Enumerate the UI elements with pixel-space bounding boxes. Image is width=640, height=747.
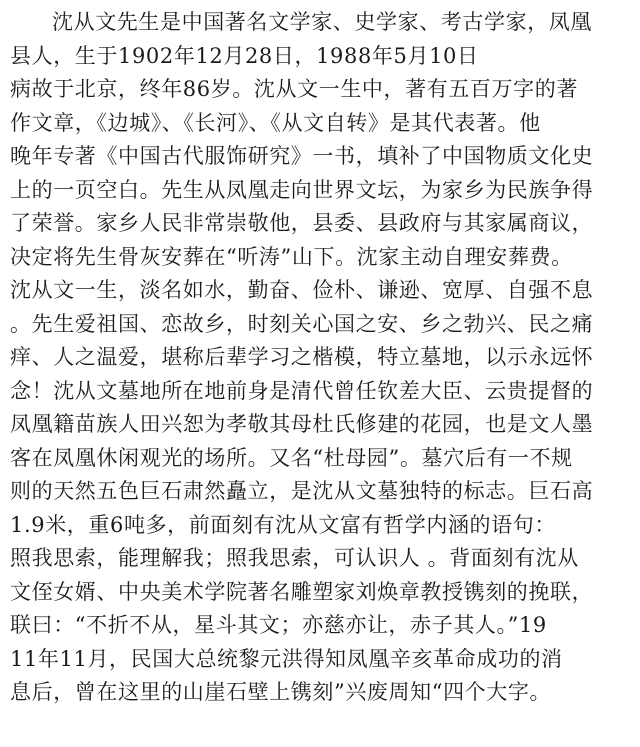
text-line: 上的一页空白。先生从凤凰走向世界文坛，为家乡为民族争得 [10,177,594,202]
text-line: 息后，曾在这里的山崖石壁上镌刻”兴废周知“四个大字。 [10,680,552,704]
text-line: 11年11月，民国大总统黎元洪得知凤凰辛亥革命成功的消 [10,646,563,671]
text-line: 1.9米，重6吨多，前面刻有沈从文富有哲学内涵的语句： [10,512,556,537]
text-line: 客在凤凰休闲观光的场所。又名“杜母园”。墓穴后有一不规 [10,445,573,470]
text-line: 县人，生于1902年12月28日，1988年5月10日 [10,43,479,68]
text-line: 文侄女婿、中央美术学院著名雕塑家刘焕章教授镌刻的挽联， [10,579,594,604]
text-line: 凤凰籍苗族人田兴恕为孝敬其母杜氏修建的花园，也是文人墨 [10,412,594,436]
article-text [10,6,632,710]
text-line: 念！沈从文墓地所在地前身是清代曾任钦差大臣、云贵提督的 [10,378,594,403]
text-line: 作文章，《边城》、《长河》、《从文自转》是其代表著。他 [10,110,541,135]
text-line: 照我思索，能理解我；照我思索，可认识人 。背面刻有沈从 [10,546,579,570]
text-line: 联曰：“不折不从，星斗其文；亦慈亦让，赤子其人。”19 [10,613,547,637]
text-line: 病故于北京，终年86岁。沈从文一生中，著有五百万字的著 [10,77,578,101]
text-line: 决定将先生骨灰安葬在“听涛”山下。沈家主动自理安葬费。 [10,244,573,269]
text-line: 。先生爱祖国、恋故乡，时刻关心国之安、乡之勃兴、民之痛 [10,311,594,336]
text-line: 了荣誉。家乡人民非常崇敬他，县委、县政府与其家属商议， [10,211,594,235]
text-line: 沈从文一生，淡名如水，勤奋、俭朴、谦逊、宽厚、自强不息 [10,278,594,302]
text-line: 沈从文先生是中国著名文学家、史学家、考古学家，凤凰 [52,10,592,34]
text-line: 则的天然五色巨石肃然矗立，是沈从文墓独特的标志。巨石高 [10,479,594,503]
text-line: 晚年专著《中国古代服饰研究》一书，填补了中国物质文化史 [10,144,594,168]
text-line: 痒、人之温爱，堪称后辈学习之楷模，特立墓地，以示永远怀 [10,345,594,369]
